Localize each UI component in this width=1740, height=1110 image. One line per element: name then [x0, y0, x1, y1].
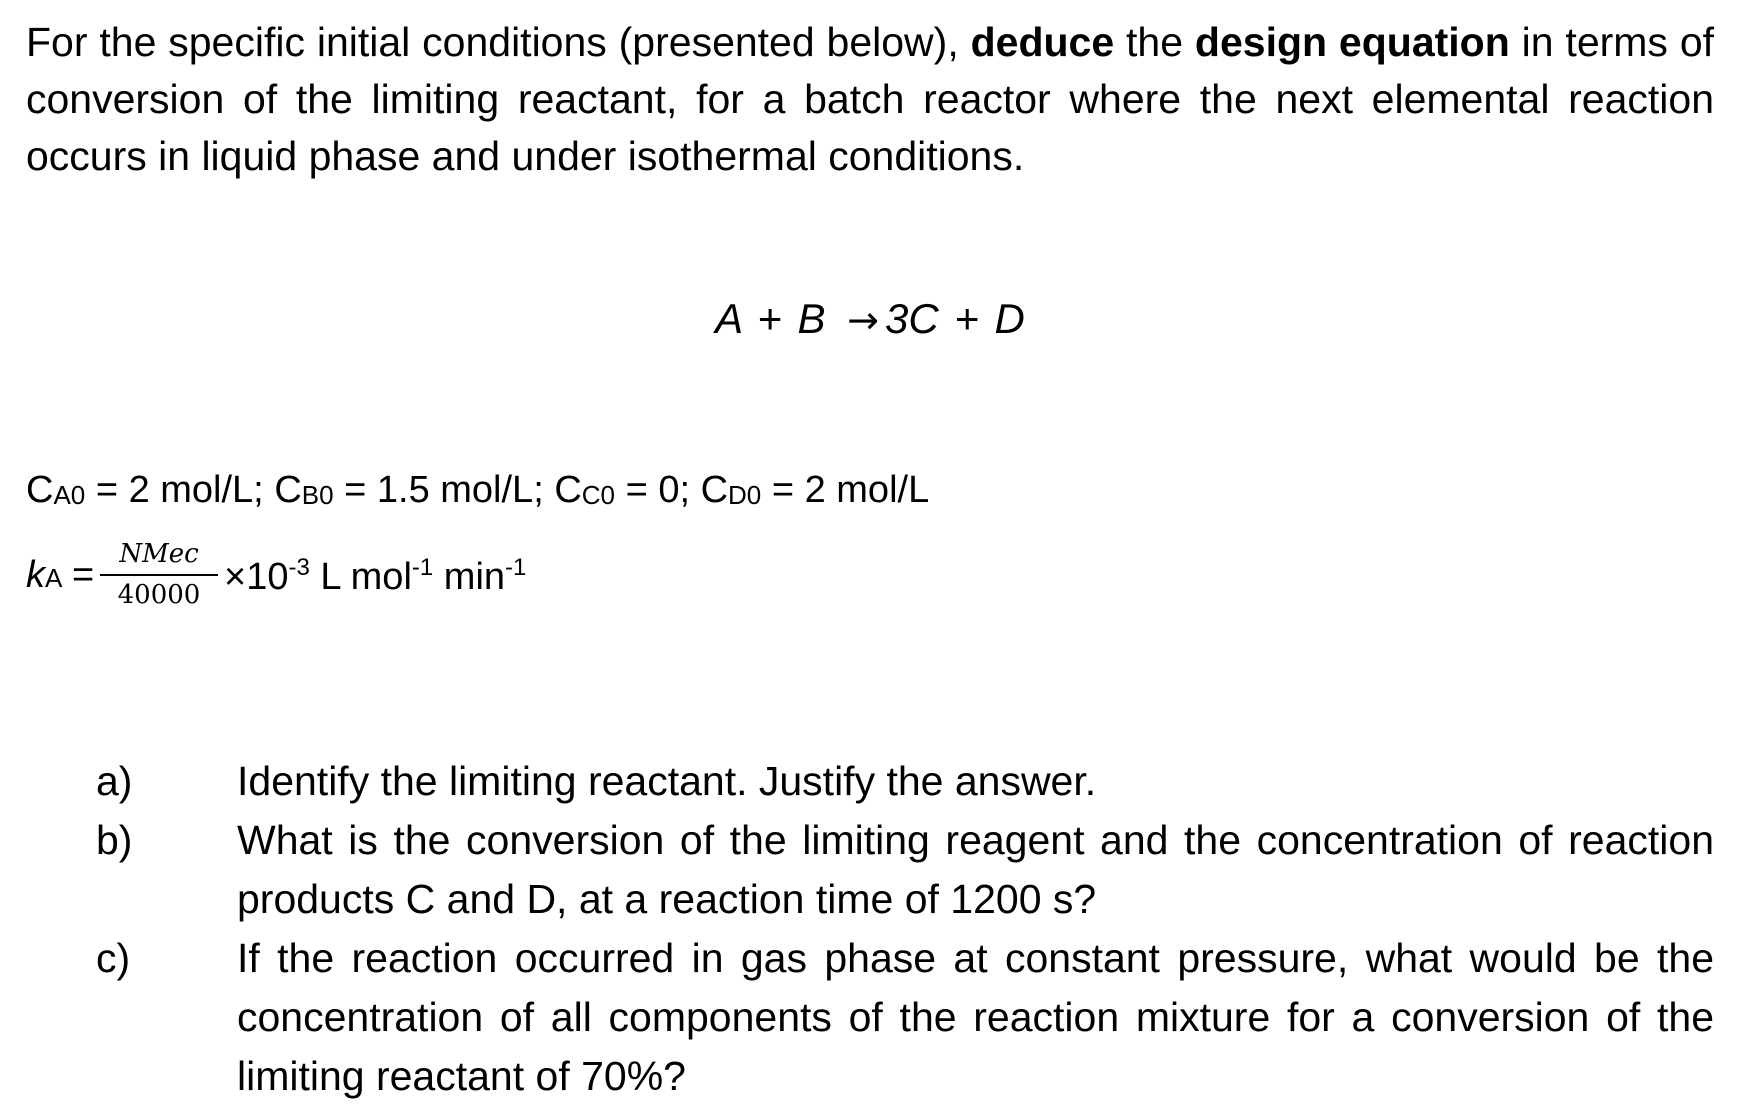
fraction-bar	[100, 574, 218, 576]
cc0-symbol: C	[554, 469, 582, 511]
ca0-subscript: A0	[53, 480, 86, 510]
rate-units	[224, 554, 526, 599]
k-letter: k	[26, 554, 45, 596]
question-letter: b)	[96, 817, 133, 863]
rate-multiplier: ×10	[224, 556, 289, 598]
question-letter: c)	[96, 935, 131, 981]
problem-statement	[26, 14, 1714, 185]
question-text: Identify the limiting reactant. Justify the answer.	[237, 758, 1097, 804]
intro-bold-design-equation: design equation	[1194, 19, 1510, 65]
rate-fraction	[100, 536, 218, 612]
intro-text-3: in terms of conversion of the limiting reactant, for a batch reactor where the next elemental reaction occurs in liquid phase and under isothermal conditions.	[26, 19, 1715, 179]
min-exponent: -1	[505, 554, 527, 581]
reaction-equation	[0, 295, 1740, 343]
fraction-denominator: 40000	[117, 580, 201, 610]
cc0-subscript: C0	[581, 480, 616, 510]
unit-min: min	[433, 556, 506, 598]
cb0-symbol: C	[274, 469, 302, 511]
rate-multiplier-exponent: -3	[288, 554, 310, 581]
cc0-value: = 0;	[615, 469, 701, 511]
intro-bold-deduce: deduce	[970, 19, 1115, 65]
cd0-subscript: D0	[728, 480, 762, 510]
question-item	[0, 929, 1740, 1106]
question-item	[0, 752, 1740, 811]
mol-exponent: -1	[411, 554, 434, 581]
fraction-numerator: NMec	[119, 539, 199, 569]
question-text: If the reaction occurred in gas phase at constant pressure, what would be the concentration of all components of the reaction mixture for a conversion of the limiting reactant of 70%?	[237, 935, 1714, 1099]
cb0-subscript: B0	[301, 480, 334, 510]
ca0-symbol: C	[26, 469, 54, 511]
question-list	[0, 752, 1740, 1106]
intro-text-2: the	[1114, 19, 1195, 65]
ca0-value: = 2 mol/L;	[85, 469, 275, 511]
rate-constant-symbol	[26, 554, 62, 597]
intro-text-1: For the specific initial conditions (presented below),	[26, 19, 971, 65]
cb0-value: = 1.5 mol/L;	[333, 469, 555, 511]
initial-conditions	[26, 465, 929, 520]
k-subscript: A	[45, 563, 63, 593]
cd0-symbol: C	[700, 469, 729, 511]
reaction-arrow: →	[847, 298, 879, 342]
question-text: What is the conversion of the limiting reagent and the concentration of reaction products C and D, at a reaction time of 1200 s?	[237, 817, 1714, 922]
rate-equals-sign: =	[72, 554, 95, 596]
question-item	[0, 811, 1740, 929]
question-letter: a)	[96, 758, 133, 804]
cd0-value: = 2 mol/L	[761, 469, 930, 511]
unit-liter-mol: L mol	[309, 556, 412, 598]
reaction-products: 3C + D	[884, 295, 1025, 342]
reaction-reactants: A + B	[715, 295, 826, 342]
